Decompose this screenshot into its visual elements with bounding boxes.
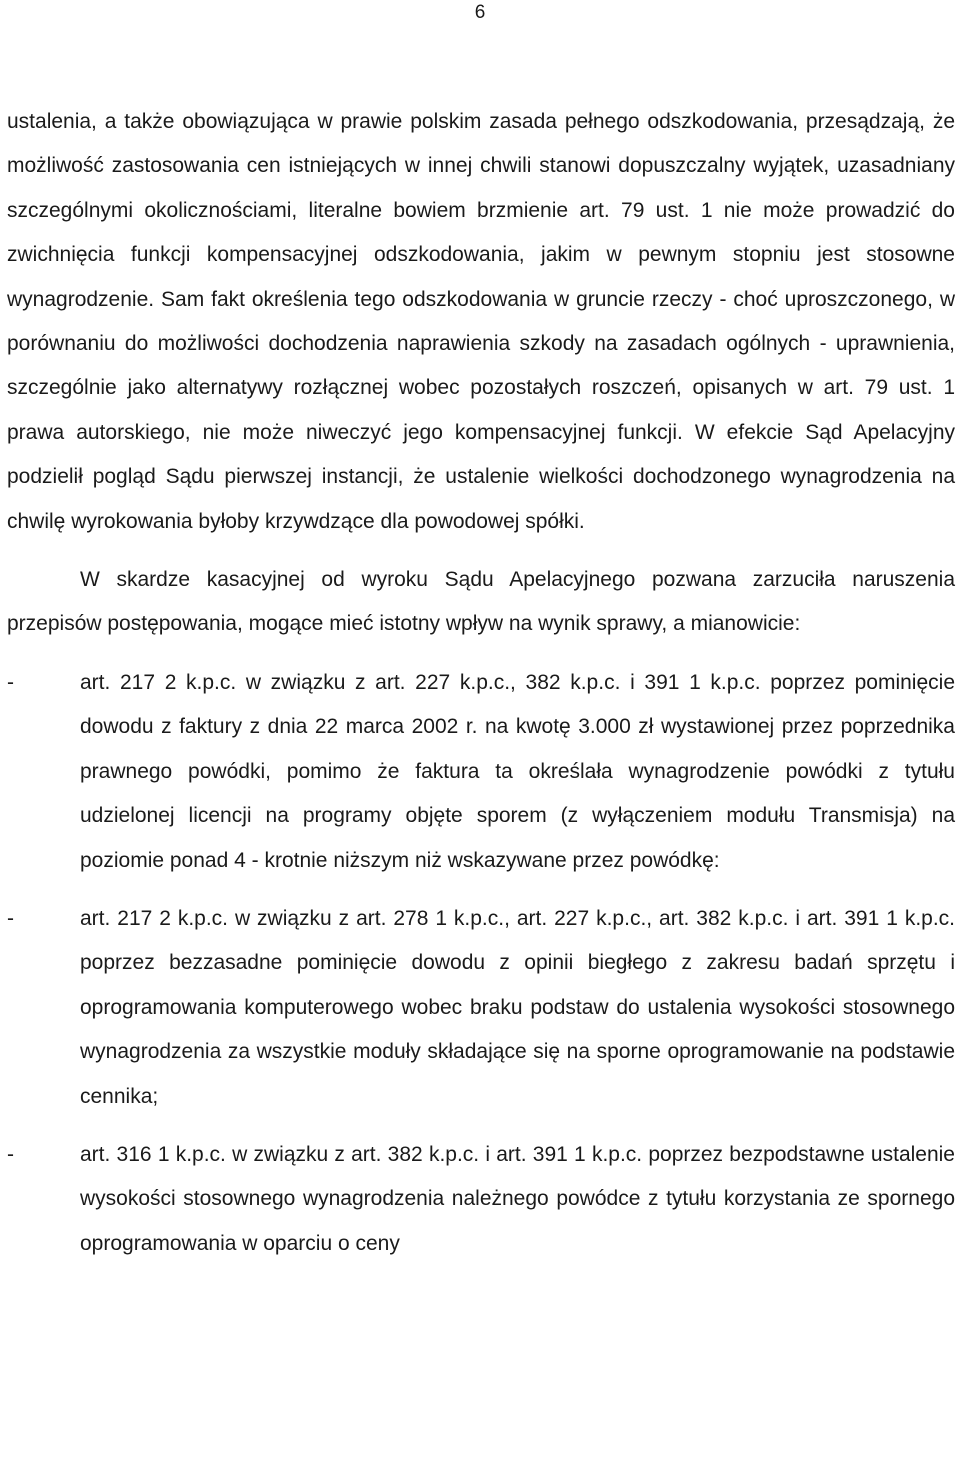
list-item-text: art. 217 2 k.p.c. w związku z art. 278 1 k.p.c., art. 227 k.p.c., art. 382 k.p.c. i art. 391 1 k.p.c. poprzez bezzasadne pominięcie dowodu z opinii biegłego z zakresu badań sprzętu i oprogramowania komputerowego wobec braku podstaw do ustalenia wysokości stosownego wynagrodzenia za wszystkie moduły składające się na sporne oprogramowanie na podstawie cennika; [80,906,955,1108]
list-item [7,661,955,883]
list-item-text: art. 217 2 k.p.c. w związku z art. 227 k.p.c., 382 k.p.c. i 391 1 k.p.c. poprzez pominięcie dowodu z faktury z dnia 22 marca 2002 r. na kwotę 3.000 zł wystawionej przez poprzednika prawnego powódki, pomimo że faktura ta określała wynagrodzenie powódki z tytułu udzielonej licencji na programy objęte sporem (z wyłączeniem modułu Transmisja) na poziomie ponad 4 - krotnie niższym niż wskazywane przez powódkę: [80,670,955,872]
paragraph-cassation-complaint: W skardze kasacyjnej od wyroku Sądu Apelacyjnego pozwana zarzuciła naruszenia przepisów postępowania, mogące mieć istotny wpływ na wynik sprawy, a mianowicie: [7,568,955,636]
paragraph-continuation: ustalenia, a także obowiązująca w prawie polskim zasada pełnego odszkodowania, przesądzają, że możliwość zastosowania cen istniejących w innej chwili stanowi dopuszczalny wyjątek, uzasadniany szczególnymi okolicznościami, literalne bowiem brzmienie art. 79 ust. 1 nie może prowadzić do zwichnięcia funkcji kompensacyjnej odszkodowania, jakim w pewnym stopniu jest stosowne wynagrodzenie. Sam fakt określenia tego odszkodowania w gruncie rzeczy - choć uproszczonego, w porównaniu do możliwości dochodzenia naprawienia szkody na zasadach ogólnych - uprawnienia, szczególnie jako alternatywy rozłącznej wobec pozostałych roszczeń, opisanych w art. 79 ust. 1 prawa autorskiego, nie może niweczyć jego kompensacyjnej funkcji. W efekcie Sąd Apelacyjny podzielił pogląd Sądu pierwszej instancji, że ustalenie wielkości dochodzonego wynagrodzenia na chwilę wyrokowania byłoby krzywdzące dla powodowej spółki. [7,110,955,533]
list-item [7,1133,955,1266]
list-item-text: art. 316 1 k.p.c. w związku z art. 382 k.p.c. i art. 391 1 k.p.c. poprzez bezpodstawne ustalenie wysokości stosownego wynagrodzenia należnego powódce z tytułu korzystania ze spornego oprogramowania w oparciu o ceny [80,1142,955,1255]
page-number: 6 [474,2,486,23]
list-dash: - [7,906,14,930]
document-body [7,100,955,1266]
list-dash: - [7,1142,14,1166]
list-dash: - [7,670,14,694]
list-item [7,897,955,1119]
